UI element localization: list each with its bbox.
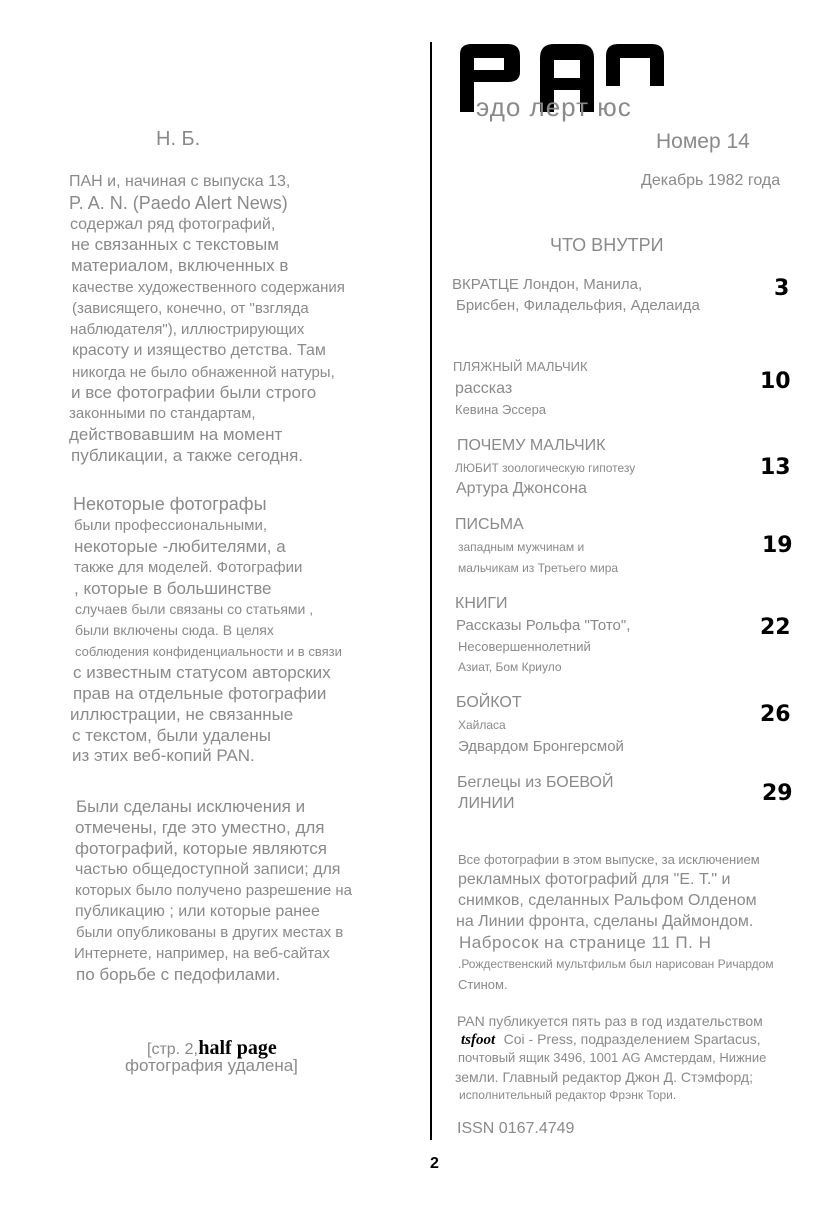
text-line: качестве художественного содержания <box>72 279 345 296</box>
toc-page-number: 13 <box>760 455 791 480</box>
toc-line: западным мужчинам и <box>458 540 585 554</box>
text-line: также для моделей. Фотографии <box>74 559 303 576</box>
text-line: наблюдателя"), иллюстрирующих <box>70 321 305 338</box>
publisher-line: PAN публикуется пять раз в год издательством <box>457 1013 763 1029</box>
toc-line: КНИГИ <box>455 595 508 612</box>
text-line: некоторые -любителями, а <box>74 537 286 556</box>
toc-line: ЛИНИИ <box>458 795 515 812</box>
toc-line: Артура Джонсона <box>456 480 587 497</box>
toc-line: рассказ <box>455 380 513 397</box>
text-line: иллюстрации, не связанные <box>70 705 294 724</box>
text-line: были профессиональными, <box>74 517 268 534</box>
issue-number: Номер 14 <box>656 130 750 153</box>
photo-removed-line2: фотография удалена] <box>125 1056 298 1075</box>
text-line: фотографий, которые являются <box>75 839 327 858</box>
issn: ISSN 0167.4749 <box>457 1120 575 1137</box>
text-line: ПАН и, начиная с выпуска 13, <box>69 173 291 190</box>
toc-line: Рассказы Рольфа "Тото", <box>456 617 631 634</box>
credits-line: снимков, сделанных Ральфом Олденом <box>458 892 757 909</box>
toc-line: Кевина Эссера <box>455 402 547 417</box>
publisher-line: Coi - Press, подразделением Spartacus, <box>503 1031 761 1047</box>
credits-line: на Линии фронта, сделаны Даймондом. <box>456 913 754 930</box>
toc-line: мальчикам из Третьего мира <box>458 561 619 575</box>
tsfoot-overlay: tsfoot <box>461 1032 496 1048</box>
credits-line: Все фотографии в этом выпуске, за исключением <box>458 852 760 867</box>
text-line: с известным статусом авторских <box>73 663 331 682</box>
toc-line: ПОЧЕМУ МАЛЬЧИК <box>457 437 606 454</box>
text-line: соблюдения конфиденциальности и в связи <box>75 644 342 659</box>
toc-line: ПЛЯЖНЫЙ МАЛЬЧИК <box>453 359 588 374</box>
toc-page-number: 10 <box>760 369 791 394</box>
toc-line: Азиат, Бом Криуло <box>458 660 562 674</box>
text-line: случаев были связаны со статьями , <box>75 601 314 617</box>
column-divider <box>430 42 432 1140</box>
text-line: были опубликованы в других местах в <box>76 924 344 941</box>
credits-line: Набросок на странице 11 П. Н <box>459 933 712 952</box>
text-line: по борьбе с педофилами. <box>76 965 281 984</box>
toc-line: ПИСЬМА <box>455 516 524 533</box>
toc-line: БОЙКОТ <box>456 694 522 711</box>
toc-page-number: 26 <box>760 702 791 727</box>
issue-date: Декабрь 1982 года <box>641 172 781 189</box>
text-line: действовавшим на момент <box>69 425 283 444</box>
text-line: Были сделаны исключения и <box>76 797 306 816</box>
text-line: P. A. N. (Paedo Alert News) <box>69 193 288 213</box>
toc-page-number: 22 <box>760 615 791 640</box>
text-line: которых было получено разрешение на <box>75 882 352 899</box>
half-page-overlay: half page <box>198 1037 277 1059</box>
text-line: публикации, а также сегодня. <box>71 446 304 465</box>
author-initials: Н. Б. <box>156 128 201 150</box>
publisher-line: исполнительный редактор Фрэнк Тори. <box>459 1088 677 1102</box>
photo-removed-prefix: [стр. 2, <box>147 1041 198 1058</box>
publisher-line: земли. Главный редактор Джон Д. Стэмфорд; <box>455 1069 753 1085</box>
page-number: 2 <box>430 1155 439 1172</box>
toc-line: Несовершеннолетний <box>458 639 591 654</box>
credits-line: .Рождественский мультфильм был нарисован Ричардом <box>458 957 774 971</box>
contents-title: ЧТО ВНУТРИ <box>550 235 664 255</box>
text-line: материалом, включенных в <box>71 256 289 275</box>
text-line: красоту и изящество детства. Там <box>72 342 326 359</box>
toc-line: Хайласа <box>458 718 506 732</box>
text-line: законными по стандартам, <box>69 405 256 422</box>
text-line: с текстом, были удалены <box>72 726 271 745</box>
text-line: никогда не было обнаженной натуры, <box>72 364 335 381</box>
text-line: прав на отдельные фотографии <box>73 684 327 703</box>
text-line: Некоторые фотографы <box>73 494 267 514</box>
text-line: , которые в большинстве <box>74 579 272 598</box>
toc-page-number: 29 <box>762 781 793 806</box>
toc-line: Брисбен, Филадельфия, Аделаида <box>456 297 700 314</box>
text-line: и все фотографии были строго <box>71 383 317 402</box>
text-line: были включены сюда. В целях <box>75 622 274 638</box>
text-line: частью общедоступной записи; для <box>75 861 341 878</box>
text-line: Интернете, например, на веб-сайтах <box>74 945 330 962</box>
toc-line: Эдвардом Бронгерсмой <box>458 738 624 755</box>
text-line: не связанных с текстовым <box>71 235 279 254</box>
publisher-line: почтовый ящик 3496, 1001 AG Амстердам, Нижние <box>458 1050 767 1065</box>
text-line: (зависящего, конечно, от "взгляда <box>72 300 309 317</box>
text-line: публикацию ; или которые ранее <box>75 903 320 920</box>
logo-letter-n <box>606 44 664 86</box>
toc-page-number: 3 <box>774 276 790 301</box>
text-line: из этих веб-копий PAN. <box>72 746 255 765</box>
publisher-line-2 <box>461 1031 761 1049</box>
toc-line: ВКРАТЦЕ Лондон, Манила, <box>452 276 643 293</box>
text-line: содержал ряд фотографий, <box>70 216 276 233</box>
text-line: отмечены, где это уместно, для <box>75 818 325 837</box>
toc-line: Беглецы из БОЕВОЙ <box>457 774 614 791</box>
credits-line: рекламных фотографий для "Е. Т." и <box>458 871 731 888</box>
credits-line: Стином. <box>458 977 508 992</box>
toc-line: ЛЮБИТ зоологическую гипотезу <box>455 461 636 475</box>
logo-subtitle: эдо лерт юс <box>476 92 632 122</box>
toc-page-number: 19 <box>762 533 793 558</box>
